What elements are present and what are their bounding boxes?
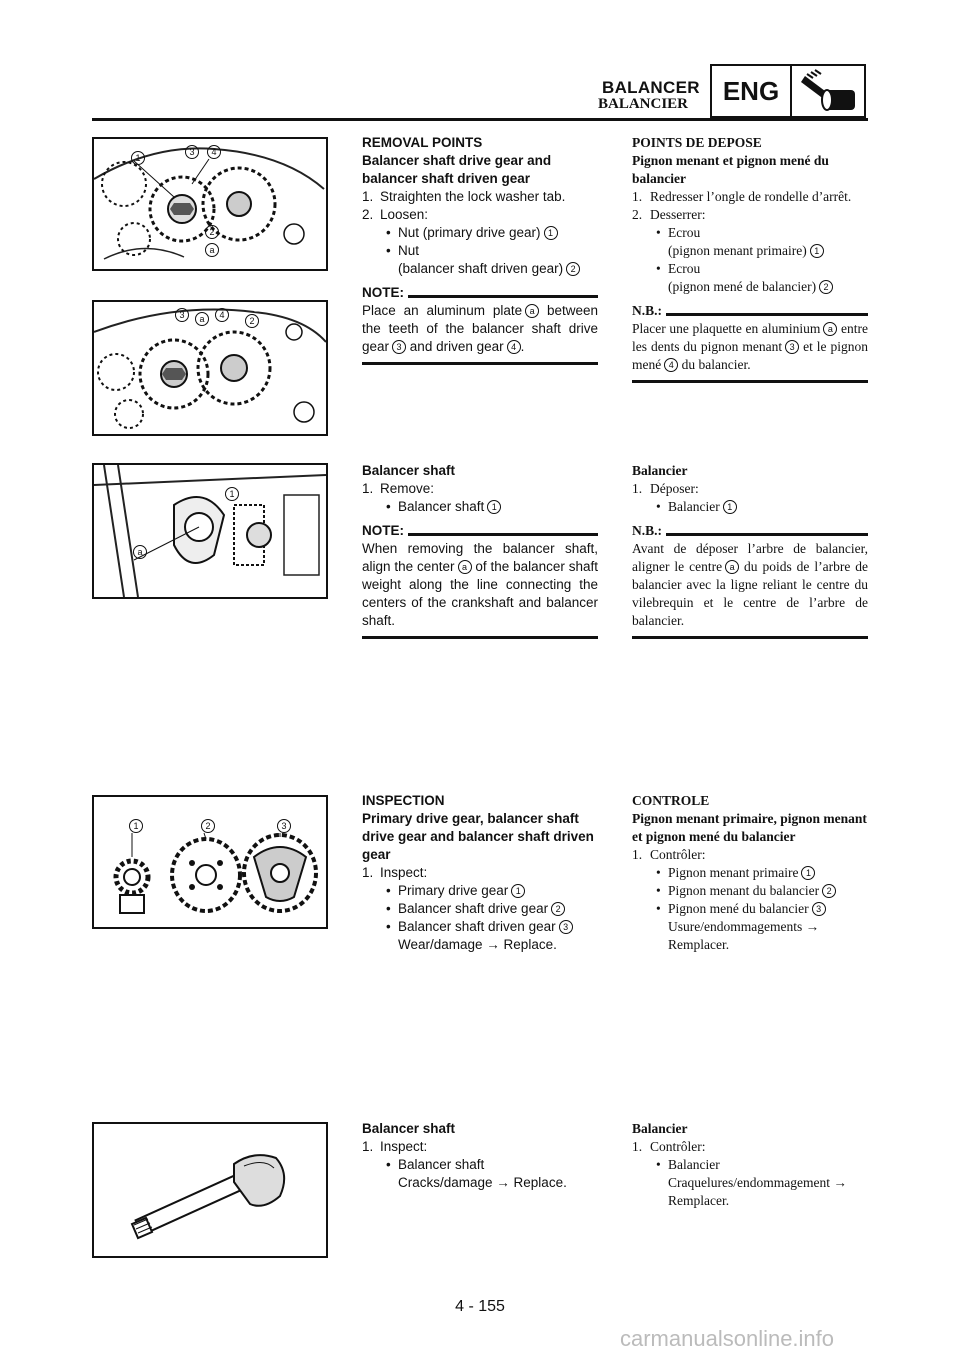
shaft-note-en: When removing the balancer shaft, align the center a of the balancer shaft weight along the line connecting the centers of the crankshaft and balancer shaft. — [362, 541, 598, 628]
removal-step2-fr: Desserrer: — [650, 207, 706, 222]
removal-en: REMOVAL POINTS Balancer shaft drive gear and balancer shaft driven gear 1. Straighten the lock washer tab. 2. Loosen: • Nut (primary drive gear) 1 • Nut (balancer shaft driven gear) 2 NOTE: Place an aluminum plate a between the teeth of the balancer shaft drive gear 3 and driven gear 4 . — [362, 134, 598, 365]
figure-three-gears — [92, 795, 328, 929]
removal-note-label-en: NOTE: — [362, 285, 404, 300]
marker-2: 2 — [201, 819, 215, 833]
removal-heading-fr: POINTS DE DEPOSE — [632, 135, 762, 150]
removal-heading-en: REMOVAL POINTS — [362, 135, 483, 150]
engine-icon — [792, 66, 864, 116]
marker-a: a — [133, 545, 147, 559]
removal-bullet2b-en: (balancer shaft driven gear) — [398, 261, 564, 276]
header-title: BALANCER — [602, 78, 700, 97]
marker-1: 1 — [131, 151, 145, 165]
badge-label: ENG — [712, 66, 792, 116]
removal-step2-en: Loosen: — [380, 207, 429, 222]
marker-2: 2 — [205, 225, 219, 239]
removal-note-fr: Placer une plaquette en aluminium a entre les dents du pignon menant 3 et le pignon mené 4 du balancier. — [632, 321, 868, 372]
marker-4: 4 — [215, 308, 229, 322]
header-rule — [92, 118, 868, 121]
marker-2: 2 — [245, 314, 259, 328]
marker-3: 3 — [185, 145, 199, 159]
section-badge — [710, 64, 866, 118]
shaft-inspect-fr: Balancier 1. Contrôler: • Balancier Craquelures/endommagement → Remplacer. — [632, 1121, 847, 1208]
removal-subheading-fr: Pignon menant et pignon mené du balancier — [632, 153, 829, 186]
marker-4: 4 — [207, 145, 221, 159]
watermark: carmanualsonline.info — [620, 1326, 835, 1351]
marker-1: 1 — [225, 487, 239, 501]
shaft-fr: Balancier 1. Déposer: • Balancier 1 N.B.: Avant de déposer l’arbre de balancier, aligner le centre a du poids de l’arbre de balancier avec la ligne reliant le centre du vilebrequin et le centre de l’arbre de balancier. — [632, 462, 868, 639]
figure-balancer-shaft — [92, 1122, 328, 1258]
shaft-inspect-en: Balancer shaft 1. Inspect: • Balancer shaft Cracks/damage → Replace. — [362, 1121, 567, 1190]
figure-gears-2 — [92, 300, 328, 436]
figure-gears-1 — [92, 137, 328, 271]
marker-3: 3 — [277, 819, 291, 833]
removal-step1-fr: Redresser l’ongle de rondelle d’arrêt. — [650, 189, 852, 204]
removal-step1-en: Straighten the lock washer tab. — [380, 189, 566, 204]
marker-3: 3 — [175, 308, 189, 322]
removal-note-en: Place an aluminum plate a between the teeth of the balancer shaft drive gear 3 and driven gear 4 . — [362, 303, 598, 354]
header-subtitle: BALANCIER — [598, 96, 689, 112]
removal-fr: POINTS DE DEPOSE Pignon menant et pignon mené du balancier 1. Redresser l’ongle de rondelle d’arrêt. 2. Desserrer: • Ecrou (pignon menant primaire) 1 • Ecrou (pignon mené de balancier) 2 N.B.: Placer une plaquette en aluminium a entre les dents du pignon menant 3 et le pignon mené 4 du balancier. — [632, 134, 868, 383]
removal-bullet1-en: Nut (primary drive gear) — [398, 225, 541, 240]
marker-a: a — [205, 243, 219, 257]
marker-1: 1 — [129, 819, 143, 833]
shaft-en: Balancer shaft 1. Remove: • Balancer shaft 1 NOTE: When removing the balancer shaft, align the center a of the balancer shaft weight along the line connecting the centers of the crankshaft and balancer shaft. — [362, 462, 598, 639]
removal-bullet2a-en: Nut — [398, 243, 420, 258]
figure-balancer-shaft-removal — [92, 463, 328, 599]
removal-note-label-fr: N.B.: — [632, 303, 662, 318]
marker-a: a — [195, 312, 209, 326]
page-number: 4 - 155 — [455, 1298, 505, 1315]
removal-subheading-en: Balancer shaft drive gear and balancer shaft driven gear — [362, 153, 552, 186]
shaft-note-fr: Avant de déposer l’arbre de balancier, aligner le centre a du poids de l’arbre de balancier avec la ligne reliant le centre du vilebrequin et le centre de l’arbre de balancier. — [632, 541, 868, 628]
inspection-en: INSPECTION Primary drive gear, balancer shaft drive gear and balancer shaft driven gear 1. Inspect: • Primary drive gear 1 • Balancer shaft drive gear 2 • Balancer shaft driven gear 3 Wear/damage → Replace. — [362, 793, 594, 952]
inspection-fr: CONTROLE Pignon menant primaire, pignon menant et pignon mené du balancier 1. Contrôler: • Pignon menant primaire 1 • Pignon menant du balancier 2 • Pignon mené du balancier 3 Usure/endommagements → Remplacer. — [632, 793, 867, 952]
